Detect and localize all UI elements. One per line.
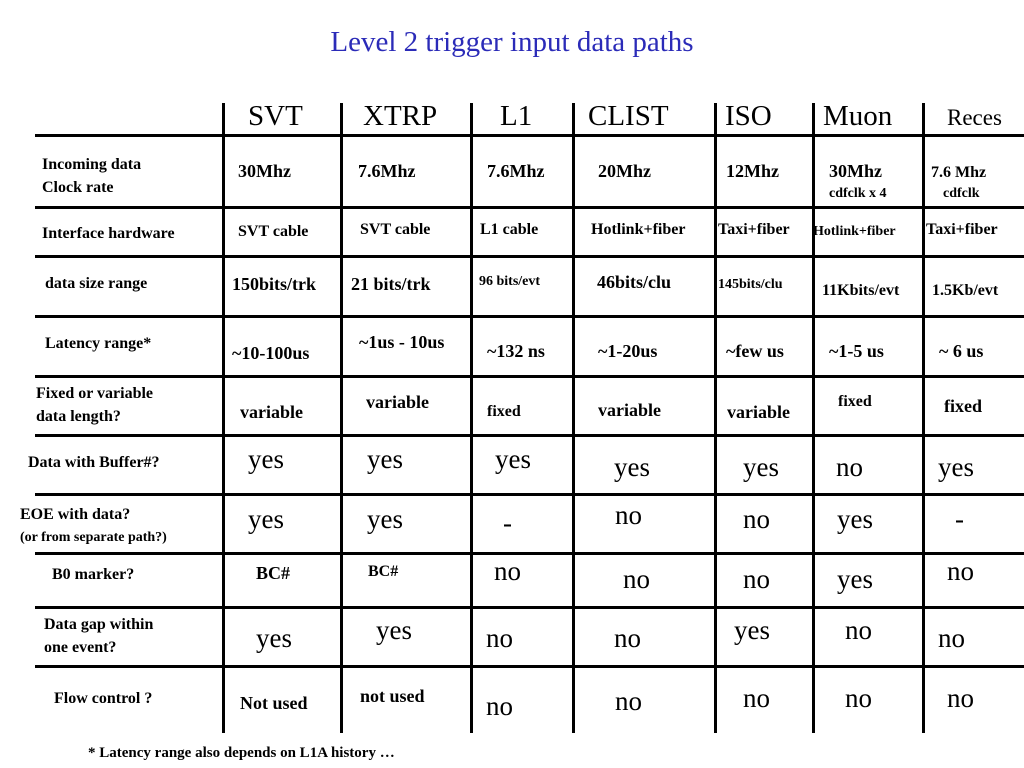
row-label-interface-hardware <box>42 222 175 245</box>
table-cell: 150bits/trk <box>232 274 317 294</box>
table-cell: Taxi+fiber <box>926 221 998 238</box>
table-cell: no <box>947 556 974 586</box>
table-cell: no <box>486 623 513 653</box>
grid-line <box>35 134 1024 137</box>
footnote: * Latency range also depends on L1A history … <box>88 745 395 761</box>
table-cell: - <box>503 508 512 538</box>
row-label-line: (or from separate path?) <box>20 530 167 545</box>
table-cell: - <box>955 504 964 534</box>
table-cell: fixed <box>487 403 521 420</box>
table-cell: SVT cable <box>238 223 309 240</box>
table-cell: BC# <box>256 563 291 583</box>
table-cell: variable <box>240 402 303 422</box>
table-cell: no <box>743 564 770 594</box>
table-cell: no <box>845 683 872 713</box>
table-cell: yes <box>743 452 779 482</box>
table-cell: 20Mhz <box>598 161 651 181</box>
row-label-line: EOE with data? <box>20 506 131 523</box>
table-cell: yes <box>614 452 650 482</box>
table-cell: 30Mhz <box>238 161 291 181</box>
table-cell: 21 bits/trk <box>351 274 431 294</box>
grid-line <box>812 103 815 733</box>
table-cell: ~132 ns <box>487 341 545 361</box>
column-header-reces: Reces <box>947 105 1002 130</box>
table-cell: no <box>615 686 642 716</box>
table-cell: variable <box>727 402 790 422</box>
table-cell: ~1us - 10us <box>359 332 445 352</box>
table-cell: no <box>615 500 642 530</box>
table-cell: yes <box>248 444 284 474</box>
table-cell: no <box>494 556 521 586</box>
table-cell: no <box>623 564 650 594</box>
column-header-clist: CLIST <box>588 100 669 132</box>
row-label-data-gap <box>44 613 153 659</box>
table-cell: yes <box>837 564 873 594</box>
table-cell: variable <box>366 392 429 412</box>
table-cell: no <box>743 504 770 534</box>
row-label-data-length <box>36 382 153 428</box>
table-cell: no <box>938 623 965 653</box>
grid-line <box>35 552 1024 555</box>
table-cell: no <box>743 683 770 713</box>
grid-line <box>35 493 1024 496</box>
table-cell: fixed <box>838 393 872 410</box>
table-cell: 12Mhz <box>726 161 779 181</box>
table-cell: 7.6Mhz <box>487 161 545 181</box>
row-label-clock-rate <box>42 153 141 199</box>
table-cell: ~ 6 us <box>939 341 984 361</box>
table-cell: variable <box>598 400 661 420</box>
row-label-data-size <box>45 272 147 295</box>
table-cell: yes <box>837 504 873 534</box>
grid-line <box>572 103 575 733</box>
table-cell: yes <box>256 623 292 653</box>
table-cell: fixed <box>944 396 982 416</box>
table-cell: 30Mhz <box>829 161 882 181</box>
column-header-svt: SVT <box>248 100 303 132</box>
table-cell: not used <box>360 686 425 706</box>
grid-line <box>35 606 1024 609</box>
row-label-line: one event? <box>44 639 117 656</box>
row-label-line: Latency range* <box>45 335 152 352</box>
grid-line <box>35 375 1024 378</box>
row-label-line: Incoming data <box>42 156 142 173</box>
row-label-line: data size range <box>45 275 148 292</box>
table-cell-note: cdfclk x 4 <box>829 186 887 201</box>
table-cell: 1.5Kb/evt <box>932 282 999 299</box>
table-cell: Hotlink+fiber <box>813 224 896 239</box>
grid-line <box>35 315 1024 318</box>
row-label-line: Clock rate <box>42 179 114 196</box>
table-cell: 46bits/clu <box>597 272 672 292</box>
row-label-data-with-buffer <box>28 451 160 474</box>
table-cell: ~1-20us <box>598 341 658 361</box>
table-cell: SVT cable <box>360 221 431 238</box>
grid-line <box>35 206 1024 209</box>
table-cell: Not used <box>240 693 308 713</box>
table-cell: Taxi+fiber <box>718 221 790 238</box>
grid-line <box>922 103 925 733</box>
column-header-iso: ISO <box>725 100 772 132</box>
table-cell: yes <box>495 444 531 474</box>
row-label-flow-control <box>54 687 152 710</box>
row-label-line: data length? <box>36 408 121 425</box>
table-cell: ~10-100us <box>232 343 310 363</box>
table-cell: 11Kbits/evt <box>822 282 900 299</box>
column-header-xtrp: XTRP <box>363 100 438 132</box>
grid-line <box>222 103 225 733</box>
grid-line <box>35 434 1024 437</box>
table-cell: yes <box>938 452 974 482</box>
row-label-line: B0 marker? <box>52 566 135 583</box>
row-label-line: Data gap within <box>44 616 154 633</box>
table-cell: yes <box>367 444 403 474</box>
slide-title: Level 2 trigger input data paths <box>330 26 694 58</box>
row-label-line: Data with Buffer#? <box>28 454 160 471</box>
table-cell: L1 cable <box>480 221 539 238</box>
table-cell-note: cdfclk <box>943 186 980 201</box>
grid-line <box>470 103 473 733</box>
table-cell: 96 bits/evt <box>479 274 541 289</box>
table-cell: BC# <box>368 563 399 580</box>
table-cell: no <box>845 615 872 645</box>
row-label-eoe-with-data <box>20 503 167 549</box>
column-header-l1: L1 <box>500 100 533 132</box>
grid-line <box>714 103 717 733</box>
row-label-line: Fixed or variable <box>36 385 154 402</box>
table-cell: yes <box>734 615 770 645</box>
table-cell: yes <box>376 615 412 645</box>
row-label-line: Interface hardware <box>42 225 175 242</box>
table-cell: 7.6 Mhz <box>931 164 987 181</box>
table-cell: yes <box>367 504 403 534</box>
table-cell: no <box>836 452 863 482</box>
row-label-line: Flow control ? <box>54 690 153 707</box>
grid-line <box>35 665 1024 668</box>
table-cell: yes <box>248 504 284 534</box>
table-cell: ~1-5 us <box>829 341 884 361</box>
table-cell: no <box>486 691 513 721</box>
table-cell: no <box>614 623 641 653</box>
table-cell: Hotlink+fiber <box>591 221 686 238</box>
table-cell: no <box>947 683 974 713</box>
row-label-latency <box>45 332 151 355</box>
row-label-b0-marker <box>52 563 134 586</box>
grid-line <box>340 103 343 733</box>
table-cell: 145bits/clu <box>718 277 783 292</box>
grid-line <box>35 255 1024 258</box>
table-cell: ~few us <box>726 341 784 361</box>
table-cell: 7.6Mhz <box>358 161 416 181</box>
column-header-muon: Muon <box>823 100 893 132</box>
